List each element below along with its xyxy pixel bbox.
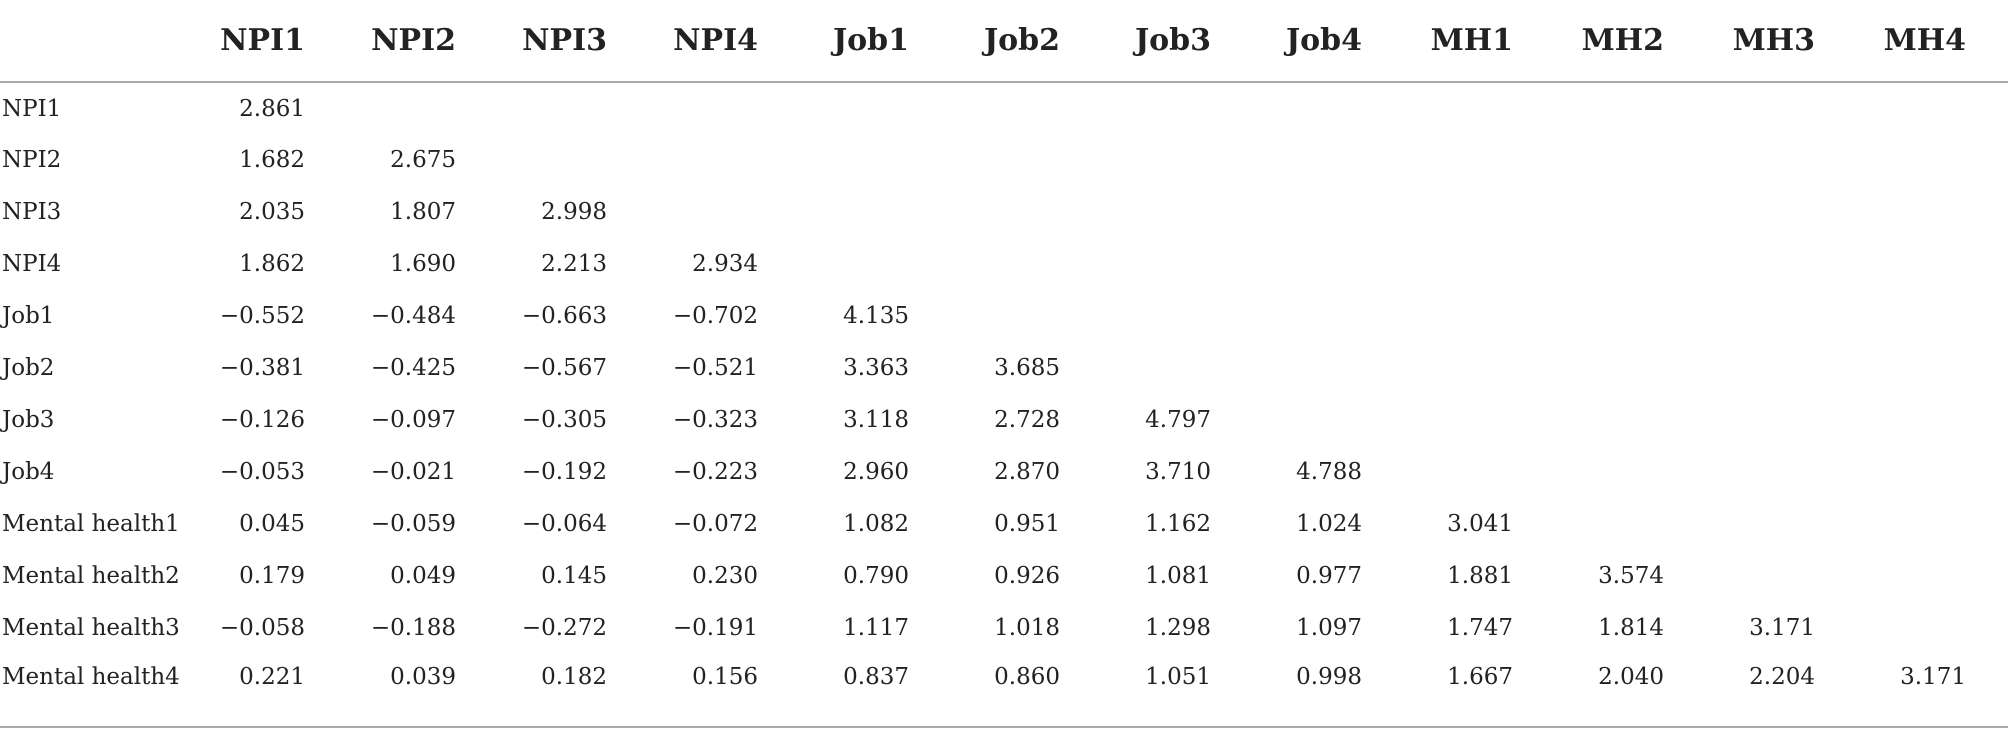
table-cell: −0.702 [672, 303, 758, 329]
table-cell: 1.747 [1447, 615, 1513, 641]
table-cell [800, 134, 951, 186]
table-cell: 1.667 [1447, 664, 1513, 690]
table-cell: 0.998 [1296, 664, 1362, 690]
table-cell: −0.064 [521, 511, 607, 537]
table-cell: 1.081 [1145, 563, 1211, 589]
table-cell [1555, 498, 1706, 550]
table-cell: 0.951 [994, 511, 1060, 537]
table-cell [1706, 134, 1857, 186]
column-header-mh1: MH1 [1404, 0, 1555, 82]
table-cell: −0.381 [219, 355, 305, 381]
table-cell: 0.049 [390, 563, 456, 589]
table-cell: 1.814 [1598, 615, 1664, 641]
row-label: Job1 [2, 303, 55, 329]
table-cell: −0.305 [521, 407, 607, 433]
row-label: Mental health3 [2, 615, 180, 641]
table-cell: 4.135 [843, 303, 909, 329]
row-label: NPI2 [2, 147, 62, 173]
column-header-job4: Job4 [1253, 0, 1404, 82]
table-cell: −0.097 [370, 407, 456, 433]
table-cell: 0.837 [843, 664, 909, 690]
table-cell: −0.484 [370, 303, 456, 329]
row-label: NPI4 [2, 251, 62, 277]
table-cell: 2.035 [239, 199, 305, 225]
table-cell: 0.977 [1296, 563, 1362, 589]
table-cell: 3.574 [1598, 563, 1664, 589]
table-bottom-rule [0, 726, 2008, 728]
table-cell [1253, 394, 1404, 446]
table-cell [347, 82, 498, 134]
column-header-job1: Job1 [800, 0, 951, 82]
table-cell [951, 82, 1102, 134]
column-header-mh2: MH2 [1555, 0, 1706, 82]
row-label: Mental health2 [2, 563, 180, 589]
table-cell: 0.221 [239, 664, 305, 690]
table-cell: 3.171 [1900, 664, 1966, 690]
table-cell: −0.059 [370, 511, 456, 537]
table-cell [1857, 134, 2008, 186]
table-cell: 1.862 [239, 251, 305, 277]
table-cell: 4.788 [1296, 459, 1362, 485]
table-cell: 0.926 [994, 563, 1060, 589]
table-cell [1102, 238, 1253, 290]
column-header-npi4: NPI4 [649, 0, 800, 82]
table-cell [1555, 82, 1706, 134]
table-row [0, 446, 2008, 498]
table-cell [1555, 186, 1706, 238]
table-cell [1253, 186, 1404, 238]
table-cell [951, 134, 1102, 186]
table-cell [1404, 446, 1555, 498]
table-cell [951, 186, 1102, 238]
table-cell [951, 238, 1102, 290]
table-cell [1253, 290, 1404, 342]
table-cell: 0.145 [541, 563, 607, 589]
table-cell: 1.082 [843, 511, 909, 537]
table-cell: 1.117 [843, 615, 909, 641]
table-row [0, 186, 2008, 238]
table-cell [498, 134, 649, 186]
table-cell: −0.191 [672, 615, 758, 641]
table-cell: −0.188 [370, 615, 456, 641]
table-cell [498, 82, 649, 134]
table-cell: −0.567 [521, 355, 607, 381]
table-cell: −0.223 [672, 459, 758, 485]
row-label: Job2 [2, 355, 55, 381]
table-cell: −0.663 [521, 303, 607, 329]
table-cell [1555, 394, 1706, 446]
table-cell: 3.171 [1749, 615, 1815, 641]
table-header [0, 0, 2008, 82]
table-cell: 0.039 [390, 664, 456, 690]
table-cell [1404, 186, 1555, 238]
table-cell: −0.272 [521, 615, 607, 641]
table-cell [1857, 186, 2008, 238]
table-cell [1706, 186, 1857, 238]
table-cell [1404, 342, 1555, 394]
table-cell: 2.960 [843, 459, 909, 485]
table-cell: 3.685 [994, 355, 1060, 381]
table-cell: 0.156 [692, 664, 758, 690]
table-body [0, 82, 2008, 706]
column-header-mh3: MH3 [1706, 0, 1857, 82]
table-cell: −0.192 [521, 459, 607, 485]
table-cell: 3.118 [843, 407, 909, 433]
row-label: Mental health4 [2, 664, 180, 690]
table-cell [1555, 238, 1706, 290]
header-row [0, 0, 2008, 82]
row-label: NPI3 [2, 199, 62, 225]
table-cell [1253, 342, 1404, 394]
table-row [0, 654, 2008, 706]
table-cell [1555, 342, 1706, 394]
table-cell: 2.728 [994, 407, 1060, 433]
table-cell: −0.425 [370, 355, 456, 381]
table-cell: 0.179 [239, 563, 305, 589]
table-cell [1857, 550, 2008, 602]
table-cell [649, 82, 800, 134]
table-cell [1857, 238, 2008, 290]
table-cell [800, 186, 951, 238]
table-cell: 1.298 [1145, 615, 1211, 641]
table-cell: 2.040 [1598, 664, 1664, 690]
table-cell [1857, 602, 2008, 654]
row-label: NPI1 [2, 95, 62, 122]
table-cell: 2.870 [994, 459, 1060, 485]
table-row [0, 238, 2008, 290]
table-row [0, 498, 2008, 550]
table-cell: 2.675 [390, 147, 456, 173]
table-cell [1857, 446, 2008, 498]
table-cell: 2.861 [239, 95, 305, 122]
table-cell [1102, 134, 1253, 186]
table-cell [1706, 550, 1857, 602]
table-cell: 1.018 [994, 615, 1060, 641]
table-cell [1102, 342, 1253, 394]
table-cell [1706, 446, 1857, 498]
table-row [0, 82, 2008, 134]
table-cell: 2.204 [1749, 664, 1815, 690]
table-cell: 1.682 [239, 147, 305, 173]
table-cell: 1.881 [1447, 563, 1513, 589]
row-label: Job3 [2, 407, 55, 433]
table-cell: 1.097 [1296, 615, 1362, 641]
table-cell [800, 238, 951, 290]
table-cell: 1.024 [1296, 511, 1362, 537]
table-cell: 0.860 [994, 664, 1060, 690]
table-cell [1857, 498, 2008, 550]
row-label: Job4 [2, 459, 55, 485]
table-cell [1706, 238, 1857, 290]
table-row [0, 550, 2008, 602]
table-cell: −0.072 [672, 511, 758, 537]
table-cell: −0.021 [370, 459, 456, 485]
table-cell: −0.323 [672, 407, 758, 433]
table-cell: 0.230 [692, 563, 758, 589]
table-row [0, 342, 2008, 394]
table-cell [1404, 394, 1555, 446]
table-cell [1404, 82, 1555, 134]
column-header-mh4: MH4 [1857, 0, 2008, 82]
table-cell [1555, 290, 1706, 342]
table-cell: −0.521 [672, 355, 758, 381]
table-cell [1102, 290, 1253, 342]
table-cell [800, 82, 951, 134]
column-header-npi2: NPI2 [347, 0, 498, 82]
table-cell: −0.058 [219, 615, 305, 641]
column-header-job3: Job3 [1102, 0, 1253, 82]
table-cell [1706, 498, 1857, 550]
table-cell [1404, 290, 1555, 342]
table-cell [1857, 342, 2008, 394]
table-cell: 2.998 [541, 199, 607, 225]
table-cell [1102, 186, 1253, 238]
table-cell [1706, 394, 1857, 446]
table-row [0, 290, 2008, 342]
column-header-npi1: NPI1 [196, 0, 347, 82]
table-cell: 3.710 [1145, 459, 1211, 485]
table-cell [951, 290, 1102, 342]
table-cell [1857, 394, 2008, 446]
table-cell [649, 186, 800, 238]
header-corner-cell [0, 0, 196, 82]
table-cell [1706, 82, 1857, 134]
table-row [0, 134, 2008, 186]
table-cell [1706, 342, 1857, 394]
table-cell: −0.053 [219, 459, 305, 485]
table-cell: −0.126 [219, 407, 305, 433]
table-row [0, 394, 2008, 446]
table-row [0, 602, 2008, 654]
table-cell: 1.807 [390, 199, 456, 225]
table-cell: 1.690 [390, 251, 456, 277]
table-cell [1706, 290, 1857, 342]
table-cell [1253, 134, 1404, 186]
table-cell [1555, 446, 1706, 498]
table-cell: 2.934 [692, 251, 758, 277]
table-cell [1253, 82, 1404, 134]
table-cell [1555, 134, 1706, 186]
table-cell: 0.182 [541, 664, 607, 690]
table-cell: 0.045 [239, 511, 305, 537]
table-cell: 1.051 [1145, 664, 1211, 690]
table-cell: 0.790 [843, 563, 909, 589]
column-header-job2: Job2 [951, 0, 1102, 82]
table-cell: −0.552 [219, 303, 305, 329]
table-cell [1404, 238, 1555, 290]
table-cell: 4.797 [1145, 407, 1211, 433]
row-label: Mental health1 [2, 511, 180, 537]
table-cell [1404, 134, 1555, 186]
table-cell: 3.363 [843, 355, 909, 381]
table-cell: 1.162 [1145, 511, 1211, 537]
table-cell [1253, 238, 1404, 290]
table-cell: 3.041 [1447, 511, 1513, 537]
table-cell [1102, 82, 1253, 134]
column-header-npi3: NPI3 [498, 0, 649, 82]
table-cell [1857, 290, 2008, 342]
table-cell [649, 134, 800, 186]
table-cell [1857, 82, 2008, 134]
table-cell: 2.213 [541, 251, 607, 277]
